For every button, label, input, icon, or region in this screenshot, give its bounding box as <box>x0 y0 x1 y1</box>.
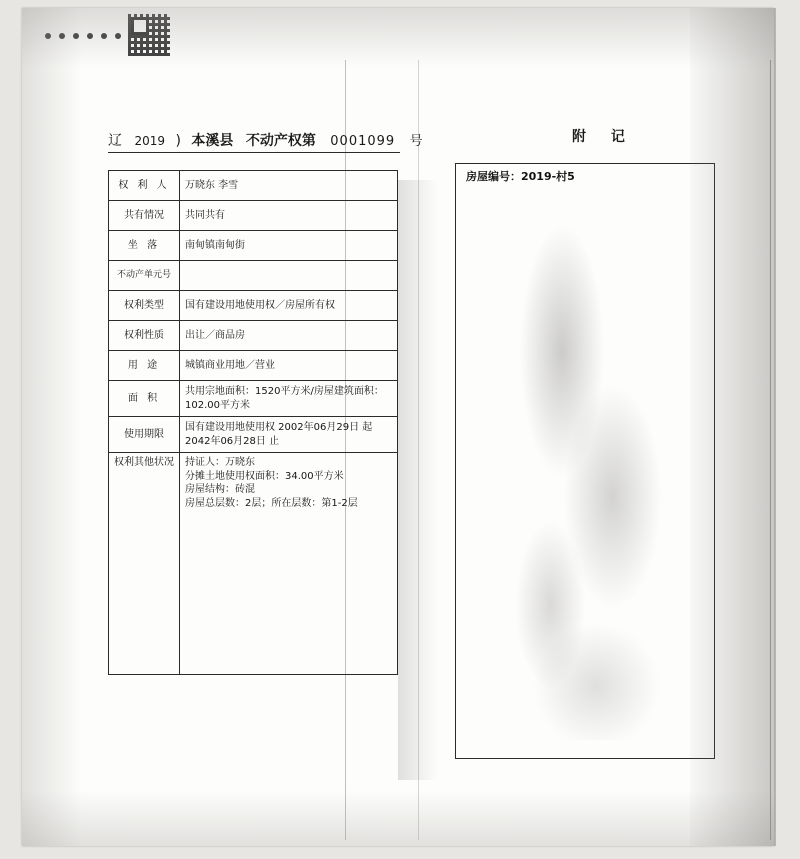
row-label-right-type: 权利类型 <box>109 291 180 321</box>
certificate-header: 辽 2019 ) 本溪县 不动产权第 0001099 号 <box>108 130 408 156</box>
table-row <box>109 453 398 675</box>
serial-number: 0001099 <box>330 134 396 149</box>
row-value-shared-status: 共同共有 <box>180 201 398 231</box>
appendix-title: 附 记 <box>572 129 635 145</box>
row-label-usage: 用 途 <box>109 351 180 381</box>
row-value-unit-number <box>180 261 398 291</box>
punch-dots <box>45 30 125 42</box>
year-label: 2019 <box>134 134 165 148</box>
province-label: 辽 <box>108 133 122 149</box>
certificate-kind-label: 不动产权第 <box>245 133 316 149</box>
row-value-right-type: 国有建设用地使用权／房屋所有权 <box>180 291 398 321</box>
table-row <box>109 351 398 381</box>
row-label-shared-status: 共有情况 <box>109 201 180 231</box>
row-label-term: 使用期限 <box>109 417 180 453</box>
table-row <box>109 261 398 291</box>
qr-code-icon <box>128 14 170 56</box>
table-row <box>109 321 398 351</box>
row-label-owner: 权 利 人 <box>109 171 180 201</box>
fold-line-2 <box>418 60 419 840</box>
row-value-other-status <box>180 453 398 675</box>
row-label-unit-number: 不动产单元号 <box>109 261 180 291</box>
row-value-term: 国有建设用地使用权 2002年06月29日 起 2042年06月28日 止 <box>180 417 398 453</box>
header-underline <box>108 152 400 153</box>
number-suffix-label: 号 <box>409 134 423 149</box>
table-row <box>109 381 398 417</box>
row-value-right-nature: 出让／商品房 <box>180 321 398 351</box>
table-row <box>109 171 398 201</box>
row-value-owner: 万晓东 李雪 <box>180 171 398 201</box>
table-row <box>109 231 398 261</box>
county-label: 本溪县 <box>191 133 234 149</box>
row-label-right-nature: 权利性质 <box>109 321 180 351</box>
row-label-location: 坐 落 <box>109 231 180 261</box>
table-row <box>109 417 398 453</box>
other-line-1: 持证人：万晓东 <box>185 457 255 468</box>
row-label-other-status <box>109 453 180 675</box>
row-value-area: 共用宗地面积：1520平方米/房屋建筑面积：102.00平方米 <box>180 381 398 417</box>
row-value-location: 南甸镇南甸街 <box>180 231 398 261</box>
table-row <box>109 291 398 321</box>
appendix-note: 房屋编号：2019-村5 <box>466 170 575 183</box>
row-label-area: 面 积 <box>109 381 180 417</box>
fold-line-3 <box>770 60 771 840</box>
appendix-box <box>455 163 715 759</box>
row-value-usage: 城镇商业用地／营业 <box>180 351 398 381</box>
property-info-table <box>108 170 398 675</box>
other-line-2: 分摊土地使用权面积：34.00平方米 <box>185 470 344 482</box>
other-line-4: 房屋总层数：2层；所在层数：第1-2层 <box>185 497 358 509</box>
other-label-c1: 权利其他状况 <box>114 457 174 468</box>
table-row <box>109 201 398 231</box>
other-line-3: 房屋结构：砖混 <box>185 484 255 495</box>
